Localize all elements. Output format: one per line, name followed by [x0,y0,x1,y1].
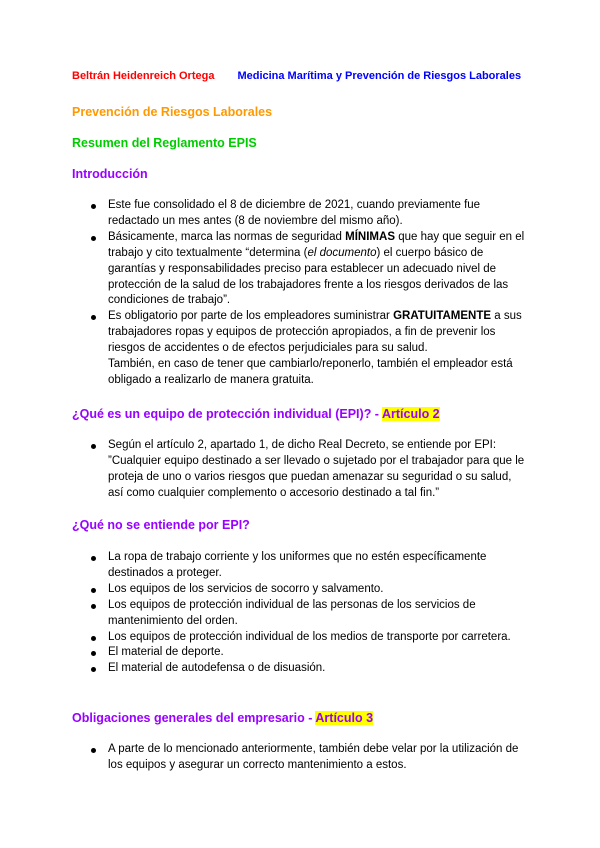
document-title: Resumen del Reglamento EPIS [72,136,257,150]
obligations-list [72,742,528,774]
list-item: El material de deporte. [108,645,528,661]
list-item: El material de autodefensa o de disuasión. [108,661,528,677]
document-header [72,70,521,82]
article-2-highlight: Artículo 2 [381,407,440,421]
epi-heading: ¿Qué es un equipo de protección individual (EPI)? - Artículo 2 [72,407,440,421]
list-item: Es obligatorio por parte de los empleadores suministrar GRATUITAMENTE a sus trabajadores ropas y equipos de protección apropiados, a fin de prevenir los riesgos de accidentes o de efectos perjudiciales para su salud. También, en caso de tener que cambiarlo/reponerlo, también el empleador está obligado a realizarlo de manera gratuita. [108,309,528,389]
obligations-heading: Obligaciones generales del empresario - Artículo 3 [72,711,374,725]
intro-heading: Introducción [72,167,148,181]
list-item: Los equipos de protección individual de las personas de los servicios de mantenimiento del orden. [108,598,528,630]
epi-list [72,438,528,502]
no-epi-heading: ¿Qué no se entiende por EPI? [72,518,250,532]
list-item: A parte de lo mencionado anteriormente, también debe velar por la utilización de los equipos y asegurar un correcto mantenimiento a estos. [108,742,528,774]
intro-list [72,198,528,389]
list-item: La ropa de trabajo corriente y los uniformes que no estén específicamente destinados a proteger. [108,550,528,582]
list-item: Según el artículo 2, apartado 1, de dicho Real Decreto, se entiende por EPI: ”Cualquier equipo destinado a ser llevado o sujetado por el trabajador para que le proteja de uno o varios riesgos que puedan amenazar su seguridad o su salud, así como cualquier complemento o accesorio destinado a tal fin.” [108,438,528,502]
course-name: Medicina Marítima y Prevención de Riesgos Laborales [237,70,522,82]
list-item: Este fue consolidado el 8 de diciembre de 2021, cuando previamente fue redactado un mes antes (8 de noviembre del mismo año). [108,198,528,230]
no-epi-list [72,550,528,677]
list-item: Los equipos de protección individual de los medios de transporte por carretera. [108,630,528,646]
author-name: Beltrán Heidenreich Ortega [72,70,215,82]
list-item: Básicamente, marca las normas de seguridad MÍNIMAS que hay que seguir en el trabajo y cito textualmente “determina (el documento) el cuerpo básico de garantías y responsabilidades preciso para establecer un adecuado nivel de protección de la salud de los trabajadores frente a los riesgos derivados de las condiciones de trabajo”. [108,230,528,310]
subject-heading: Prevención de Riesgos Laborales [72,105,273,119]
list-item: Los equipos de los servicios de socorro y salvamento. [108,582,528,598]
article-3-highlight: Artículo 3 [315,711,374,725]
